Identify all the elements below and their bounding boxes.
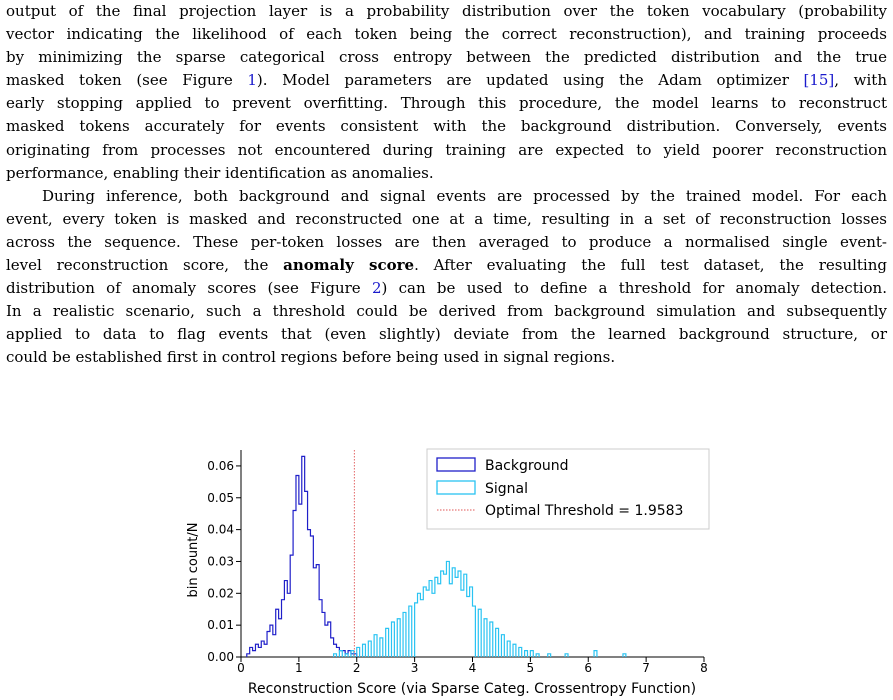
- text-line: output of the final projection layer is a probability distribution over the token vocabulary (probability: [6, 2, 887, 20]
- y-tick-label: 0.01: [207, 618, 234, 633]
- text-line: originating from processes not encountered during training are expected to yield poorer reconstruction: [6, 140, 887, 159]
- text-line: early stopping applied to prevent overfitting. Through this procedure, the model learns to reconstruct: [6, 94, 887, 113]
- text-span: , with: [834, 71, 887, 90]
- text-line: by minimizing the sparse categorical cross entropy between the predicted distribution and the true: [6, 48, 887, 67]
- y-tick-label: 0.02: [207, 586, 234, 601]
- histogram-signal: [334, 561, 626, 657]
- legend-threshold-label: Optimal Threshold = 1.9583: [485, 503, 684, 519]
- text-line: [6, 69, 887, 92]
- text-line: During inference, both background and signal events are processed by the trained model. For each: [42, 186, 887, 205]
- text-line: [6, 277, 887, 300]
- legend-background-label: Background: [485, 458, 569, 474]
- legend-signal-label: Signal: [485, 481, 529, 497]
- figure-2-link[interactable]: 2: [371, 279, 382, 298]
- text-span: . After evaluating the full test dataset, the resulting: [414, 256, 887, 275]
- text-span: level reconstruction score, the: [6, 256, 284, 275]
- x-tick-label: 1: [295, 661, 303, 675]
- y-tick-label: 0.03: [207, 554, 234, 569]
- body-text: [6, 0, 887, 370]
- paragraph-1: [6, 0, 887, 185]
- y-tick-label: 0.00: [207, 650, 234, 664]
- figure-1-link[interactable]: 1: [247, 71, 257, 90]
- anomaly-score-term: anomaly score: [283, 256, 415, 275]
- histogram-background: [247, 456, 357, 657]
- x-tick-label: 4: [468, 661, 477, 675]
- y-tick-label: 0.05: [207, 490, 234, 505]
- text-line: applied to data to flag events that (even slightly) deviate from the learned background structure, or: [6, 325, 887, 344]
- x-tick-label: 8: [700, 661, 708, 675]
- text-line: In a realistic scenario, such a threshold could be derived from background simulation and subsequently: [6, 302, 887, 321]
- text-span: distribution of anomaly scores (see Figure: [6, 279, 372, 298]
- x-tick-label: 2: [352, 661, 361, 675]
- x-axis-label: Reconstruction Score (via Sparse Categ. Crossentropy Function): [247, 681, 697, 697]
- text-line: event, every token is masked and reconstructed one at a time, resulting in a set of reconstruction losses: [6, 209, 887, 228]
- text-span: ) can be used to define a threshold for anomaly detection.: [381, 279, 887, 298]
- text-line: performance, enabling their identification as anomalies.: [6, 163, 434, 182]
- text-line: across the sequence. These per-token losses are then averaged to produce a normalised single event-: [6, 232, 887, 251]
- legend: [427, 449, 709, 529]
- x-tick-label: 3: [410, 661, 419, 675]
- text-line: could be established first in control regions before being used in signal regions.: [6, 348, 616, 367]
- text-span: ). Model parameters are updated using the Adam optimizer: [256, 71, 804, 90]
- x-tick-label: 6: [584, 661, 593, 675]
- y-axis-label: bin count/N: [186, 522, 201, 598]
- text-line: masked tokens accurately for events consistent with the background distribution. Conversely, events: [6, 117, 887, 136]
- text-line: [6, 254, 887, 277]
- x-tick-label: 7: [642, 661, 650, 675]
- x-tick-label: 0: [237, 661, 245, 675]
- citation-15-link[interactable]: [15]: [803, 71, 835, 90]
- anomaly-score-histogram: [0, 445, 893, 700]
- x-tick-label: 5: [526, 661, 535, 675]
- text-span: masked token (see Figure: [6, 71, 248, 90]
- y-tick-label: 0.06: [207, 458, 234, 473]
- paragraph-2: [6, 185, 887, 370]
- text-line: vector indicating the likelihood of each token being the correct reconstruction), and training proceeds: [6, 25, 887, 44]
- y-tick-label: 0.04: [207, 522, 234, 537]
